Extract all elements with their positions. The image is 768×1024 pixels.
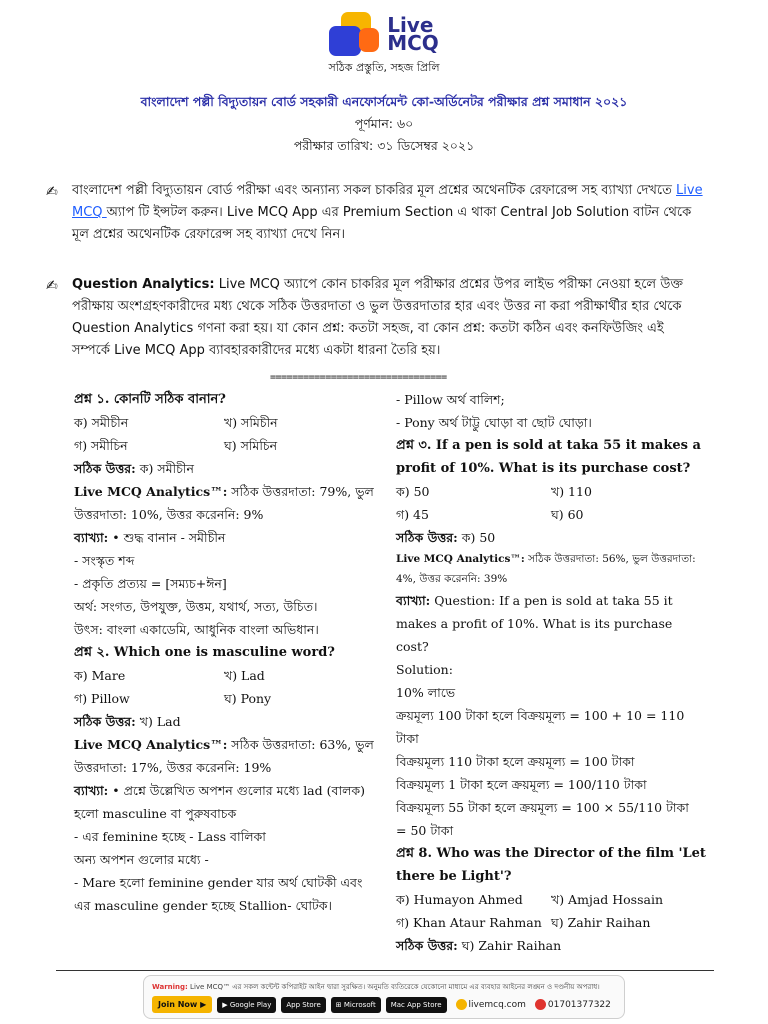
full-marks: পূর্ণমান: ৬০	[354, 116, 414, 131]
page-title: বাংলাদেশ পল্লী বিদ্যুতায়ন বোর্ড সহকারী এনফোর্সমেন্ট কো-অর্ডিনেটর পরীক্ষার প্রশ্ন সমাধান ২০২১	[140, 94, 628, 109]
option: ঘ) সমিচিন	[224, 438, 278, 453]
promo-banner	[143, 975, 625, 1019]
note-question-analytics	[46, 274, 704, 362]
explanation-line: বিক্রয়মূল্য 110 টাকা হলে ক্রয়মূল্য = 100 টাকা	[396, 754, 635, 769]
option: ক) Humayon Ahmed	[396, 892, 523, 907]
globe-icon	[456, 999, 467, 1010]
left-column	[74, 388, 374, 917]
footer-divider	[56, 970, 714, 971]
correct-answer: সঠিক উত্তর: ক) 50	[396, 530, 496, 545]
right-column	[396, 388, 706, 957]
live-mcq-link[interactable]: Live MCQ	[72, 183, 703, 220]
writing-hand-icon: ✍	[46, 278, 58, 294]
analytics: Live MCQ Analytics™: সঠিক উত্তরদাতা: 79%, ভুল উত্তরদাতা: 10%, উত্তর করেননি: 9%	[74, 484, 374, 522]
question-3-options	[396, 480, 706, 526]
app-links	[152, 996, 611, 1013]
option: খ) Amjad Hossain	[551, 892, 663, 907]
explanation-line: = 50 টাকা	[396, 823, 454, 838]
mac-app-store-badge[interactable]: Mac App Store	[386, 997, 447, 1013]
writing-hand-icon: ✍	[46, 184, 58, 200]
google-play-badge[interactable]: ▶ Google Play	[217, 997, 276, 1013]
analytics: Live MCQ Analytics™: সঠিক উত্তরদাতা: 63%, ভুল উত্তরদাতা: 17%, উত্তর করেননি: 19%	[74, 737, 374, 775]
note-text-b: অ্যাপ টি ইন্সটল করুন। Live MCQ App এর Premium Section এ থাকা Central Job Solution বাটন থেকে মূল প্রশ্নের অথেনটিক রেফারেন্স সহ ব্যাখ্যা দেখে নিন।	[72, 205, 692, 242]
exam-date: পরীক্ষার তারিখ: ৩১ ডিসেম্বর ২০২১	[293, 138, 475, 153]
option: ক) 50	[396, 484, 430, 499]
explanation-line: - Pony অর্থ টাট্টু ঘোড়া বা ছোট ঘোড়া।	[396, 415, 592, 430]
note-heading: Question Analytics:	[72, 277, 215, 292]
logo-mark-icon	[329, 12, 381, 56]
question-3: প্রশ্ন ৩. If a pen is sold at taka 55 it makes a profit of 10%. What is its purchase cost?	[396, 438, 701, 476]
note-text-a: বাংলাদেশ পল্লী বিদ্যুতায়ন বোর্ড পরীক্ষা এবং অন্যান্য সকল চাকরির মূল প্রশ্নের অথেনটিক রেফারেন্স সহ ব্যাখ্যা দেখতে	[72, 183, 677, 198]
section-divider: ================================	[270, 372, 447, 383]
option: খ) সমিচীন	[224, 415, 278, 430]
note-install-app	[46, 180, 704, 246]
option: ক) সমীচীন	[74, 415, 129, 430]
correct-answer: সঠিক উত্তর: ঘ) Zahir Raihan	[396, 938, 562, 953]
explanation-line: - Pillow অর্থ বালিশ;	[396, 392, 505, 407]
option: ঘ) Zahir Raihan	[551, 915, 651, 930]
explanation-line: অন্য অপশন গুলোর মধ্যে -	[74, 852, 209, 867]
explanation-line: 10% লাভে	[396, 685, 456, 700]
copyright-warning: Warning: Live MCQ™ এর সকল কন্টেন্ট কপিরাইট আইন দ্বারা সুরক্ষিত। অনুমতি ব্যতিরেকে যেকোনো মাধ্যমে এর ব্যবহার আইনের লঙ্ঘন ও দণ্ডনীয় অপরাধ।	[152, 983, 600, 991]
question-1-options	[74, 411, 374, 457]
app-store-badge[interactable]: App Store	[281, 997, 325, 1013]
option: গ) 45	[396, 507, 429, 522]
question-4: প্রশ্ন 8. Who was the Director of the film 'Let there be Light'?	[396, 846, 706, 884]
explanation-line: উৎস: বাংলা একাডেমি, আধুনিক বাংলা অভিধান।	[74, 622, 319, 637]
option: গ) Pillow	[74, 691, 130, 706]
option: ক) Mare	[74, 668, 126, 683]
option: গ) Khan Ataur Rahman	[396, 915, 542, 930]
option: গ) সমীচিন	[74, 438, 128, 453]
explanation-line: ক্রয়মূল্য 100 টাকা হলে বিক্রয়মূল্য = 100 + 10 = 110 টাকা	[396, 708, 685, 746]
explanation-line: - এর feminine হচ্ছে - Lass বালিকা	[74, 829, 266, 844]
question-2: প্রশ্ন ২. Which one is masculine word?	[74, 645, 335, 660]
logo-tagline: সঠিক প্রস্তুতি, সহজ প্রিলি	[328, 61, 440, 74]
explanation-line: বিক্রয়মূল্য 55 টাকা হলে ক্রয়মূল্য = 100 × 55/110 টাকা	[396, 800, 689, 815]
analytics: Live MCQ Analytics™: সঠিক উত্তরদাতা: 56%, ভুল উত্তরদাতা: 4%, উত্তর করেননি: 39%	[396, 553, 696, 585]
explanation: ব্যাখ্যা: Question: If a pen is sold at taka 55 it makes a profit of 10%. What is its purchase cost?	[396, 593, 673, 654]
phone-icon	[535, 999, 546, 1010]
microsoft-store-badge[interactable]: ⊞ Microsoft	[331, 997, 381, 1013]
explanation: ব্যাখ্যা: • শুদ্ধ বানান - সমীচীন	[74, 530, 226, 545]
correct-answer: সঠিক উত্তর: ক) সমীচীন	[74, 461, 194, 476]
explanation-line: Solution:	[396, 662, 453, 677]
option: খ) Lad	[224, 668, 265, 683]
correct-answer: সঠিক উত্তর: খ) Lad	[74, 714, 181, 729]
option: খ) 110	[551, 484, 592, 499]
question-2-options	[74, 664, 374, 710]
note-body: Live MCQ অ্যাপে কোন চাকরির মূল পরীক্ষার প্রশ্নের উপর লাইভ পরীক্ষা নেওয়া হলে উক্ত পরীক্ষায় অংশগ্রহণকারীদের মধ্য থেকে সঠিক উত্তরদাতা ও ভুল উত্তরদাতার হার এবং উত্তর না করা পরীক্ষার্থীর হার থেকে Question Analytics গণনা করা হয়। যা কোন প্রশ্ন: কতটা সহজ, বা কোন প্রশ্ন: কতটা কঠিন এবং কনফিউজিং এই সম্পর্কে Live MCQ App ব্যাবহারকারীদের মধ্যে একটা ধারনা তৈরি হয়।	[72, 277, 683, 358]
logo-wordmark: Live MCQ	[387, 13, 439, 55]
website-link[interactable]: livemcq.com	[456, 999, 526, 1010]
explanation-line: বিক্রয়মূল্য 1 টাকা হলে ক্রয়মূল্য = 100/110 টাকা	[396, 777, 647, 792]
option: ঘ) 60	[551, 507, 584, 522]
question-1: প্রশ্ন ১. কোনটি সঠিক বানান?	[74, 392, 226, 407]
explanation-line: - সংস্কৃত শব্দ	[74, 553, 135, 568]
explanation-line: - Mare হলো feminine gender যার অর্থ ঘোটকী এবং এর masculine gender হচ্ছে Stallion- ঘোটক।	[74, 875, 363, 913]
join-now-button[interactable]: Join Now ▶	[152, 996, 212, 1013]
explanation: ব্যাখ্যা: • প্রশ্নে উল্লেখিত অপশন গুলোর মধ্যে lad (বালক) হলো masculine বা পুরুষবাচক	[74, 783, 366, 821]
explanation-line: অর্থ: সংগত, উপযুক্ত, উত্তম, যথার্থ, সত্য, উচিত।	[74, 599, 318, 614]
phone-number[interactable]: 01701377322	[535, 999, 611, 1010]
live-mcq-logo	[0, 12, 768, 78]
question-4-options	[396, 888, 706, 934]
explanation-line: - প্রকৃতি প্রত্যয় = [সম্যচ+ঈন]	[74, 576, 227, 591]
option: ঘ) Pony	[224, 691, 272, 706]
